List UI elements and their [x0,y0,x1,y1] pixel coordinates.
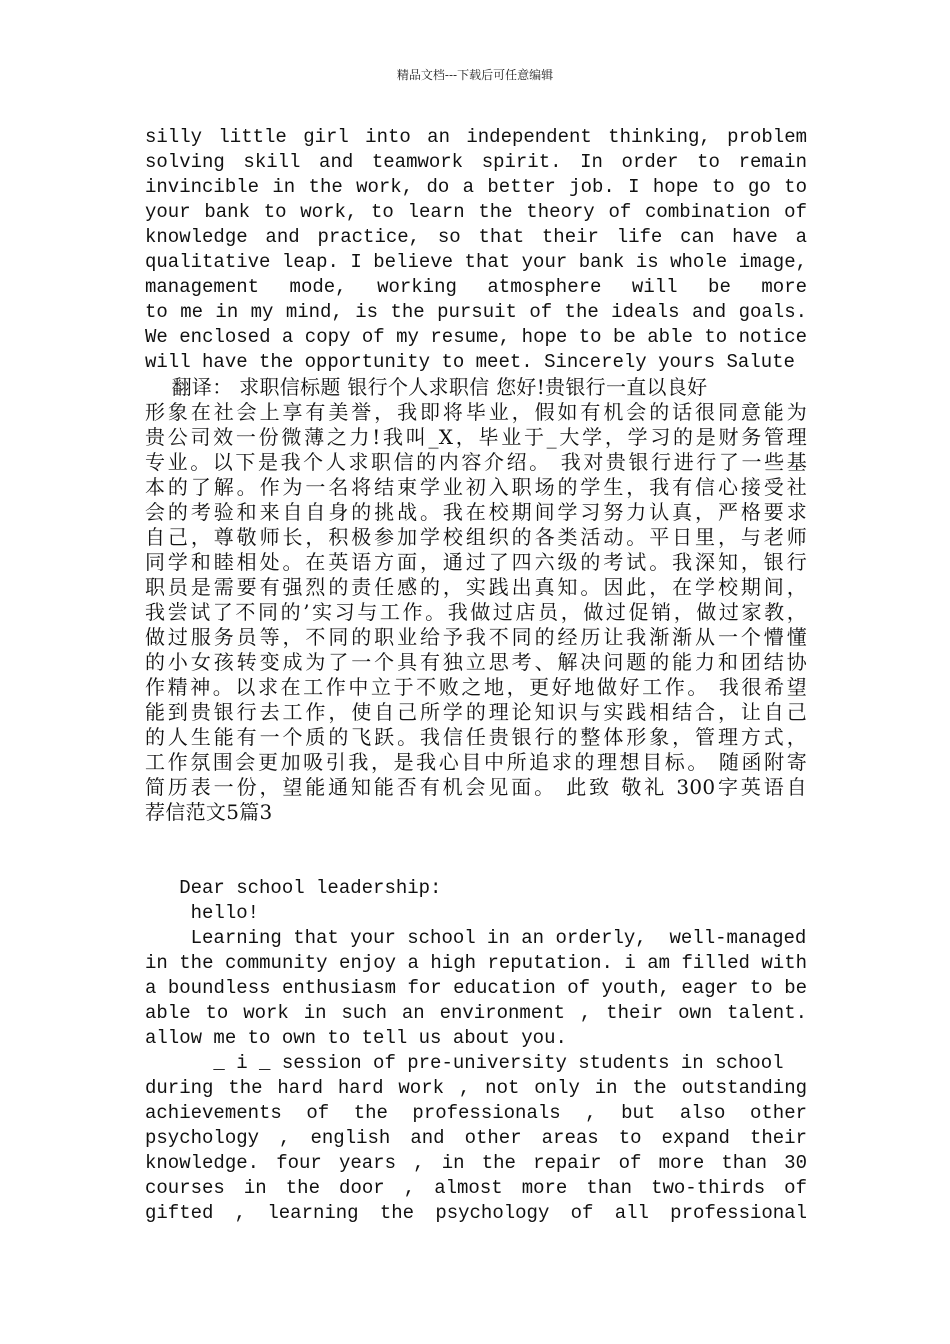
chinese-text-line: 形象在社会上享有美誉，我即将毕业，假如有机会的话很同意能为 [145,400,807,424]
text-line: achievements of the professionals , but also other [145,1102,807,1124]
chinese-text-line: 贵公司效一份微薄之力!我叫_X，毕业于_大学，学习的是财务管理 [145,425,807,449]
text-line: during the hard hard work , not only in the outstanding [145,1077,807,1099]
chinese-text-line: 翻译： 求职信标题 银行个人求职信 您好!贵银行一直以良好 [145,375,708,399]
text-line: We enclosed a copy of my resume, hope to be able to notice [145,326,807,348]
chinese-text-line: 专业。以下是我个人求职信的内容介绍。 我对贵银行进行了一些基 [145,450,807,474]
chinese-text-line: 的人生能有一个质的飞跃。我信任贵银行的整体形象，管理方式， [145,725,807,749]
text-line: courses in the door , almost more than two-thirds of [145,1177,807,1199]
chinese-text-line: 做过服务员等，不同的职业给予我不同的经历让我渐渐从一个懵懂 [145,625,807,649]
paragraph-gap [145,825,807,876]
chinese-text-line: 职员是需要有强烈的责任感的，实践出真知。因此，在学校期间， [145,575,807,599]
text-line: your bank to work, to learn the theory of combination of [145,201,807,223]
text-line: knowledge and practice, so that their life can have a [145,226,807,248]
chinese-text-line: 简历表一份，望能通知能否有机会见面。 此致 敬礼 300字英语自 [145,775,807,799]
text-line: able to work in such an environment , their own talent. [145,1002,807,1024]
chinese-text-line: 本的了解。作为一名将结束学业初入职场的学生，我有信心接受社 [145,475,807,499]
document-body [145,125,807,1226]
text-line: invincible in the work, do a better job. I hope to go to [145,176,807,198]
chinese-text-line: 的小女孩转变成为了一个具有独立思考、解决问题的能力和团结协 [145,650,807,674]
text-line: a boundless enthusiasm for education of youth, eager to be [145,977,807,999]
text-line: knowledge. four years , in the repair of more than 30 [145,1152,807,1174]
chinese-text-line: 作精神。以求在工作中立于不败之地，更好地做好工作。 我很希望 [145,675,807,699]
text-line: allow me to own to tell us about you. [145,1027,567,1049]
text-line: _ i _ session of pre-university students in school [145,1052,784,1074]
chinese-text-line: 我尝试了不同的’实习与工作。我做过店员，做过促销，做过家教， [145,600,807,624]
text-line: silly little girl into an independent thinking, problem [145,126,807,148]
text-line: Learning that your school in an orderly, well-managed [145,927,807,949]
chinese-text-line: 能到贵银行去工作，使自己所学的理论知识与实践相结合，让自己 [145,700,807,724]
text-line: in the community enjoy a high reputation. i am filled with [145,952,807,974]
text-line: will have the opportunity to meet. Sincerely yours Salute [145,351,795,373]
letter-greeting: hello! [145,902,260,924]
chinese-text-line: 同学和睦相处。在英语方面，通过了四六级的考试。我深知，银行 [145,550,807,574]
chinese-text-line: 工作氛围会更加吸引我，是我心目中所追求的理想目标。 随函附寄 [145,750,807,774]
chinese-text-line: 荐信范文5篇3 [145,800,273,824]
text-line: solving skill and teamwork spirit. In order to remain [145,151,807,173]
letter-salutation: Dear school leadership: [145,877,442,899]
text-line: gifted , learning the psychology of all professional [145,1202,807,1224]
page-header: 精品文档---下载后可任意编辑 [396,68,554,82]
text-line: qualitative leap. I believe that your bank is whole image, [145,251,807,273]
text-line: to me in my mind, is the pursuit of the ideals and goals. [145,301,807,323]
chinese-text-line: 自己，尊敬师长，积极参加学校组织的各类活动。平日里，与老师 [145,525,807,549]
chinese-text-line: 会的考验和来自自身的挑战。我在校期间学习努力认真，严格要求 [145,500,807,524]
text-line: psychology , english and other areas to expand their [145,1127,807,1149]
text-line: management mode, working atmosphere will be more [145,276,807,298]
